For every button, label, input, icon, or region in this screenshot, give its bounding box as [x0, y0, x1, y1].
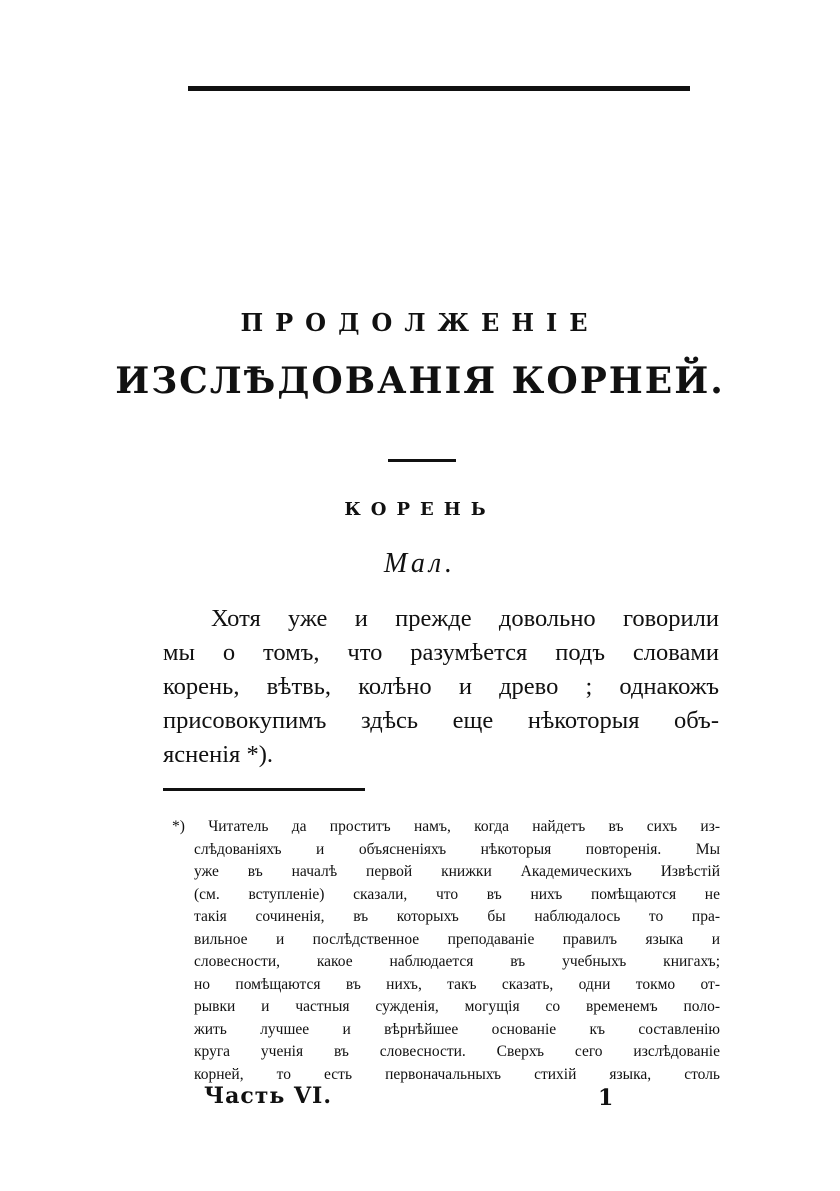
footnote-line: (см. вступленіе) сказали, что въ нихъ помѣщаются не	[194, 885, 720, 903]
body-line: ясненія *).	[163, 741, 273, 768]
heading-kicker: ПРОДОЛЖЕНІЕ	[240, 308, 600, 337]
footnote-line: словесности, какое наблюдается въ учебныхъ книгахъ;	[194, 953, 720, 970]
sheet-number: 1	[598, 1085, 614, 1111]
page-title: ИЗСЛѢДОВАНІЯ КОРНЕЙ.	[115, 360, 725, 402]
top-rule	[188, 86, 690, 91]
body-line: Хотя уже и прежде довольно говорили	[211, 605, 719, 632]
footnote-line: вильное и послѣдственное преподаваніе правилъ языка и	[194, 930, 720, 948]
signature-mark: Часть VI.	[204, 1083, 332, 1109]
footnote-line: такія сочиненія, въ которыхъ бы наблюдалось то пра-	[194, 908, 720, 925]
root-word: Мал.	[383, 548, 457, 579]
footnote-line: круга ученія въ словесности. Сверхъ сего изслѣдованіе	[194, 1043, 720, 1060]
footnote	[172, 816, 720, 1086]
footnote-line: рывки и частныя сужденія, могущія со временемъ поло-	[194, 998, 720, 1015]
section-divider	[388, 459, 456, 462]
body-line: мы о томъ, что разумѣется подъ словами	[163, 639, 719, 666]
root-label: КОРЕНЬ	[344, 499, 496, 520]
footnote-line: *) Читатель да проститъ намъ, когда найдетъ въ сихъ из-	[172, 818, 720, 835]
footnote-rule	[163, 788, 365, 791]
body-line: корень, вѣтвь, колѣно и древо ; однакожъ	[163, 673, 719, 700]
footnote-line: уже въ началѣ первой книжки Академическихъ Извѣстій	[194, 863, 720, 880]
body-line: присовокупимъ здѣсь еще нѣкоторыя объ-	[163, 707, 719, 734]
footnote-line: корней, то есть первоначальныхъ стихій языка, столь	[194, 1065, 720, 1083]
body-paragraph	[163, 602, 719, 772]
footnote-line: слѣдованіяхъ и объясненіяхъ нѣкоторыя повторенія. Мы	[194, 840, 720, 858]
footnote-line: но помѣщаются въ нихъ, такъ сказать, одни токмо от-	[194, 975, 720, 993]
footnote-line: жить лучшее и вѣрнѣйшее основаніе къ составленію	[194, 1020, 720, 1038]
